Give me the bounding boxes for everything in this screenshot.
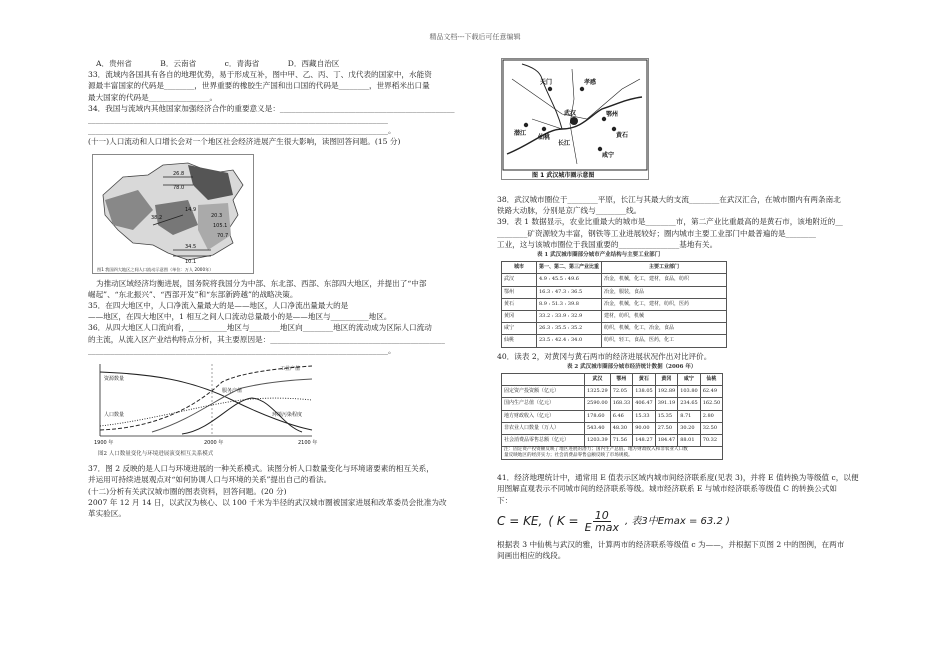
map-label: 天门 xyxy=(540,79,553,86)
table-row xyxy=(502,323,727,335)
chart-label-industry: 工业产值 xyxy=(280,366,301,373)
table-cell: 1325.29 xyxy=(585,386,611,398)
chart-x-tick: 2100 年 xyxy=(298,440,318,447)
table-header: 城市 xyxy=(502,262,537,274)
para-line: 崛起”、“东北振兴”、“西部开发”和“东部新跨越”的战略决策。 xyxy=(88,289,298,299)
table-cell: 192.89 xyxy=(655,386,678,398)
table-header: 黄石 xyxy=(633,374,656,386)
map-number: 38.2 xyxy=(151,214,163,221)
map-label: 黄石 xyxy=(616,132,629,139)
industry-structure-table xyxy=(501,261,727,347)
table-cell: 武汉 xyxy=(502,274,537,286)
table-note xyxy=(502,447,723,460)
table-cell: 黄冈 xyxy=(502,311,537,323)
left-column xyxy=(88,58,468,519)
table-row xyxy=(502,286,727,298)
table-cell: 1203.39 xyxy=(585,435,611,447)
table-cell: 建材，纺织，机械 xyxy=(602,311,727,323)
china-migration-map xyxy=(92,154,254,274)
table-header: 武汉 xyxy=(585,374,611,386)
page-header: 精品文档---下载后可任意编辑 xyxy=(429,33,521,41)
table-row xyxy=(502,435,723,447)
table-cell: 70.32 xyxy=(700,435,723,447)
table-row xyxy=(502,274,727,286)
table-cell: 非农业人口数量（万人） xyxy=(502,422,585,434)
table-cell: 8.9 : 51.3 : 39.8 xyxy=(537,298,602,310)
option-d: D．西藏自治区 xyxy=(287,59,340,68)
map-number: 78.0 xyxy=(173,184,185,191)
wuhan-city-circle-map xyxy=(501,58,649,180)
table-cell: 23.5 : 42.4 : 34.0 xyxy=(537,335,602,347)
q37-line: 并运用可持续进展观点对“如何协调人口与环境的关系”提出自己的看法。 xyxy=(88,475,332,485)
final-line: 根据表 3 中仙桃与武汉的雅，计算两市的经济联系等级值 c 为——，并根据下页图 2 中的图例，在两市 xyxy=(497,540,845,550)
chart-label-population: 人口数量 xyxy=(104,412,125,419)
conversion-formula xyxy=(497,510,882,533)
table-header xyxy=(502,374,585,386)
table-cell: 72.05 xyxy=(610,386,633,398)
table-cell: 6.46 xyxy=(610,410,633,422)
q33-line: 最大国家的代码是________________。 xyxy=(88,92,218,102)
q32-options xyxy=(88,58,468,69)
intro-line: 革实验区。 xyxy=(88,509,126,519)
table-cell: 固定资产投资额（亿元） xyxy=(502,386,585,398)
q33-line: 33．流域内各国具有各自的地理优势，易于形成互补，图中甲、乙、丙、丁、戊代表的国家中，水能资 xyxy=(88,70,432,80)
q37-line: 37．图 2 反映的是人口与环境进展的一种关系模式。读图分析人口数量变化与环境诸要素的相互关系， xyxy=(88,464,434,474)
formula-denominator: E max xyxy=(584,521,619,535)
table-cell: 咸宁 xyxy=(502,323,537,335)
chart-label-service: 服务产值 xyxy=(222,388,243,395)
q41-line: 41．经济地理统计中，通常用 E 值表示区域内城市间经济联系度(见表 3)，并将 E 值转换为等级值 c，以便 xyxy=(497,473,859,483)
map-label: 孝感 xyxy=(584,79,597,86)
chart-x-tick: 2000 年 xyxy=(204,440,224,447)
map-number: 70.7 xyxy=(217,232,229,239)
table-cell: 鄂州 xyxy=(502,286,537,298)
table-cell: 纺织，机械，化工，冶金，食品 xyxy=(602,323,727,335)
intro-line: 2007 年 12 月 14 日，以武汉为核心、以 100 千米为半径的武汉城市圈被国家进展和改革委员会批准为改 xyxy=(88,497,447,507)
table-cell: 162.50 xyxy=(700,398,723,410)
chart-label-resources: 资源数量 xyxy=(104,376,125,383)
table-row xyxy=(502,398,723,410)
table-cell: 冶金，机械，化工，建材，纺织，医药 xyxy=(602,298,727,310)
table-cell: 16.3 : 47.3 : 36.5 xyxy=(537,286,602,298)
chart-caption: 图2 人口数量变化与环境进展演变相互关系模式 xyxy=(98,451,214,458)
option-a: A．贵州省 xyxy=(96,59,132,68)
table-header: 鄂州 xyxy=(610,374,633,386)
table-cell: 纺织，轻工，食品，医药，化工 xyxy=(602,335,727,347)
table-cell: 71.56 xyxy=(610,435,633,447)
table-cell: 33.2 : 33.9 : 32.9 xyxy=(537,311,602,323)
table-cell: 48.30 xyxy=(610,422,633,434)
table-cell: 26.3 : 35.5 : 35.2 xyxy=(537,323,602,335)
map-label: 咸宁 xyxy=(602,152,615,159)
final-line: 间画出相应的线段。 xyxy=(497,551,566,561)
table-row xyxy=(502,447,723,460)
option-c: c．青海省 xyxy=(224,59,260,68)
q36-line: 的主流，从流入区产业结构特点分析，其主要原因是：______________________________________________ xyxy=(88,334,445,344)
table-header: 咸宁 xyxy=(678,374,701,386)
q40-text: 40．读表 2，对黄冈与黄石两市的经济进展状况作出对比评价。 xyxy=(497,351,712,361)
table-cell: 178.60 xyxy=(585,410,611,422)
table-cell: 32.50 xyxy=(700,422,723,434)
para-line: 为推动区域经济均衡进展，国务院将我国分为中部、东北部、西部、东部四大地区，并提出了“中部 xyxy=(96,278,427,288)
table-cell: 冶金，机械，化工，建材，食品，纺织 xyxy=(602,274,727,286)
table-row xyxy=(502,422,723,434)
q41-line: 用图解直观表示不同城市间的经济联系等级。城市经济联系 E 与城市经济联系等级值 C 的转换公式如 xyxy=(497,484,837,494)
map-label: 潜江 xyxy=(514,130,527,137)
table-header: 黄冈 xyxy=(655,374,678,386)
map-label: 长江 xyxy=(558,140,571,147)
table-row xyxy=(502,386,723,398)
table-row xyxy=(502,311,727,323)
table-cell: 391.19 xyxy=(655,398,678,410)
map-number: 105.1 xyxy=(213,222,228,229)
q34-line: _______________________________________________________________________________ xyxy=(88,115,388,125)
table-cell: 社会消费品零售总额（亿元） xyxy=(502,435,585,447)
map-number: 20.3 xyxy=(211,212,223,219)
table-cell: 184.47 xyxy=(655,435,678,447)
table-cell: 27.50 xyxy=(655,422,678,434)
map-number: 10.1 xyxy=(185,258,197,265)
table2-caption: 表 2 武汉城市圈部分城市经济统计数据（2006 年） xyxy=(567,363,697,370)
table-cell: 黄石 xyxy=(502,298,537,310)
table-row xyxy=(502,410,723,422)
q39-line: 39．表 1 数据显示，农业比重最大的城市是________市，第二产业比重最高的是黄石市，该地附近的__ xyxy=(497,217,843,227)
formula-fraction xyxy=(585,510,619,533)
map-label: 鄂州 xyxy=(606,111,619,118)
economic-data-table xyxy=(501,373,723,460)
table-cell: 90.00 xyxy=(633,422,656,434)
q38-line: 铁路大动脉，分别是京广线与________线。 xyxy=(497,206,642,216)
table-header: 主要工业部门 xyxy=(602,262,727,274)
chart-x-tick: 1900 年 xyxy=(94,440,114,447)
table-cell: 冶金，服装，食品 xyxy=(602,286,727,298)
q36-line: _______________________________________________________________________________。 xyxy=(88,345,396,355)
table-cell: 仙桃 xyxy=(502,335,537,347)
section-12-title: (十二)分析有关武汉城市圈的图表资料，回答问题。(20 分) xyxy=(88,486,287,496)
q34-line: _______________________________________________________________________________。 xyxy=(88,126,396,136)
table-cell: 4.9 : 45.5 : 49.6 xyxy=(537,274,602,286)
table-row xyxy=(502,335,727,347)
table-cell: 30.20 xyxy=(678,422,701,434)
formula-k: ( K = xyxy=(548,513,579,528)
map-number: 34.5 xyxy=(185,243,197,250)
table-cell: 2.80 xyxy=(700,410,723,422)
map-number: 14.9 xyxy=(185,206,197,213)
table-header: 仙桃 xyxy=(700,374,723,386)
map-caption: 图 1 武汉城市圈示意图 xyxy=(532,172,595,179)
population-environment-chart xyxy=(92,360,320,448)
table-cell: 148.27 xyxy=(633,435,656,447)
q39-line: 工业，这与该城市圈位于我国重要的________________基地有关。 xyxy=(497,239,718,249)
section-11-title: (十一)人口流动和人口增长会对一个地区社会经济进展产生很大影响，读图回答问题。(15 分) xyxy=(88,137,401,147)
right-column xyxy=(497,58,882,562)
table-cell: 88.01 xyxy=(678,435,701,447)
table-cell: 234.65 xyxy=(678,398,701,410)
table-cell: 543.40 xyxy=(585,422,611,434)
q36-line: 36．从四大地区人口流向看，__________地区与________地区向________地区的流动成为区际人口流动 xyxy=(88,323,432,333)
formula-numerator: 10 xyxy=(594,508,609,522)
q39-line: ________矿资源较为丰富，钢铁等工业进展较好；圈内城市主要工业部门中最普遍的是________ xyxy=(497,228,816,238)
table-cell: 15.35 xyxy=(655,410,678,422)
q35-line: ——地区，在四大地区中，1 相互之间人口流动总量最小的是——地区与__________地区。 xyxy=(88,312,392,322)
table-cell: 2590.00 xyxy=(585,398,611,410)
table-cell: 406.47 xyxy=(633,398,656,410)
q33-line: 源最丰富国家的代码是________，世界重要的橡胶生产国和出口国的代码是________，世界稻米出口量 xyxy=(88,81,430,91)
q34-line: 34．我国与流域内其他国家加强经济合作的重要意义是：______________________________________________ xyxy=(88,103,455,113)
table-cell: 138.05 xyxy=(633,386,656,398)
table-cell: 地方财政收入（亿元） xyxy=(502,410,585,422)
table-cell: 62.49 xyxy=(700,386,723,398)
table-cell: 国内生产总值（亿元） xyxy=(502,398,585,410)
table1-caption: 表 1 武汉城市圈部分城市产业结构与主要工业部门 xyxy=(537,252,661,259)
table-cell: 8.71 xyxy=(678,410,701,422)
table-cell: 168.33 xyxy=(610,398,633,410)
formula-lhs: C = KE, xyxy=(497,513,543,528)
table-note-line: 注：固定资产投资额反映了地区进展的潜力；国内生产总值、地方财政收入和非农业人口数 xyxy=(504,447,688,453)
map-label: 仙桃 xyxy=(538,134,551,141)
formula-tail: , 表3中Emax = 63.2 ) xyxy=(624,515,730,527)
q35-line: 35．在四大地区中，人口净流入量最大的是——地区，人口净流出量最大的是 xyxy=(88,301,349,311)
map-caption: 图1 我国四大地区之间人口流动示意图（单位：万人 2000年） xyxy=(97,266,214,272)
q38-line: 38．武汉城市圈位于________平原，长江与其最大的支流________在武汉汇合，在城市圈内有两条南北 xyxy=(497,195,841,204)
q41-line: 下： xyxy=(497,495,513,505)
table-cell: 103.80 xyxy=(678,386,701,398)
map-number: 26.8 xyxy=(173,170,185,177)
table-header: 第一、第二、第三产业比重 xyxy=(537,262,602,274)
option-b: B．云南省 xyxy=(160,59,197,68)
table-note-line: 量反映地区的经济实力；社会消费品零售总额反映了市场规模。 xyxy=(504,453,633,459)
chart-label-environment: 环境污染程度 xyxy=(272,412,303,419)
table-row xyxy=(502,298,727,310)
table-cell: 15.33 xyxy=(633,410,656,422)
map-label: 武汉 xyxy=(564,110,577,117)
